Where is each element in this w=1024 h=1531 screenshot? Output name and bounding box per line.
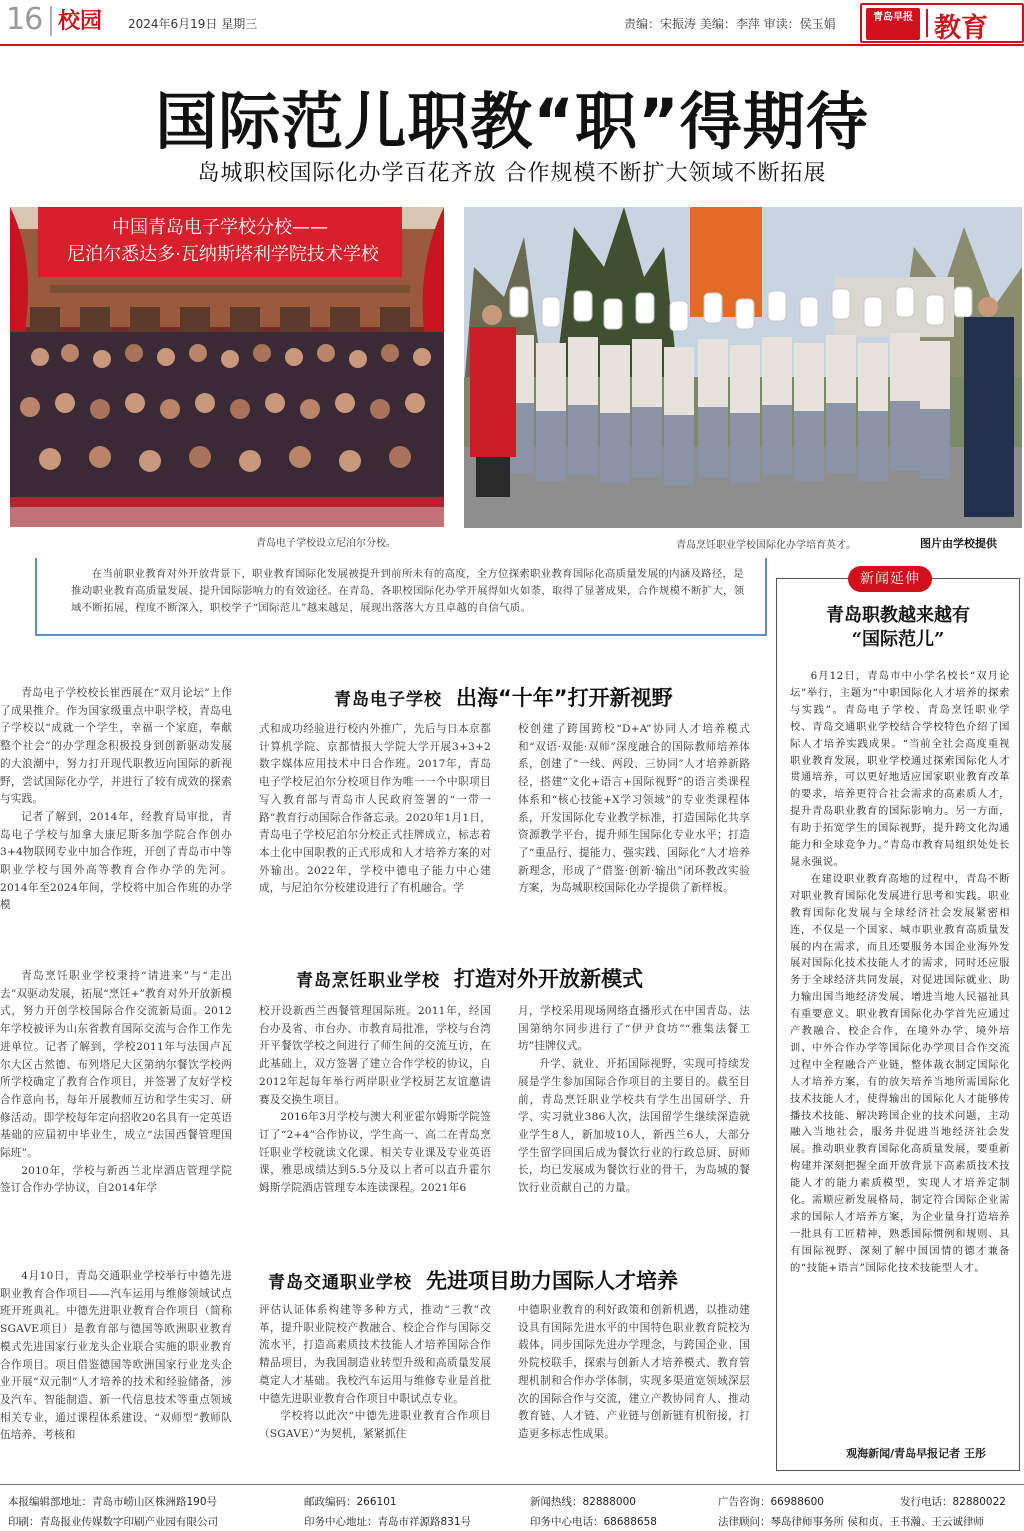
sidebar-title-line2: “国际范儿” <box>851 629 945 650</box>
intro-paragraph: 在当前职业教育对外开放背景下，职业教育国际化发展被提升到前所未有的高度，全方位探索职业教育国际化高质量发展的内涵及路径，是推动职业教育高质量发展、提升国际影响力的有效途径。在青岛，各职校国际化办学开展得如火如荼，取得了显著成果，合作规模不断扩大，领域不断拓展，程度不断深入，职校学子“国际范儿”越来越足，展现出落落大方且卓越的自信气质。 <box>35 558 767 636</box>
footer-news-hotline: 新闻热线：82888000 <box>530 1496 636 1508</box>
newspaper-logo-box <box>860 3 1024 43</box>
article-paragraph: 记者了解到，2014年，经教育局审批，青岛电子学校与加拿大康尼斯多加学院合作创办3+4物联网专业中加合作班，开创了青岛市中等职业学校与国外高等教育合作办学的先河。2014年至2024年间，学校将中加合作班的办学模 <box>0 810 232 912</box>
article-column <box>518 721 750 935</box>
article-paragraph: 学校将以此次“中德先进职业教育合作项目（SGAVE）”为契机，紧紧抓住 <box>259 1410 491 1440</box>
page-number-divider <box>50 6 52 36</box>
nepal-branch-group-photo <box>10 207 444 527</box>
footer-ad-contact: 广告咨询：66988600 <box>718 1496 824 1508</box>
banner-text-line2: 尼泊尔悉达多·瓦纳斯塔利学院技术学校 <box>67 244 379 265</box>
article-school-name: 青岛烹饪职业学校 <box>296 971 440 991</box>
article-paragraph: 青岛烹饪职业学校秉持“请进来”与“走出去”双驱动发展，拓展“烹饪+”教育对外开放新模式，努力开创学校国际合作交流新局面。2012年学校被评为山东省教育国际交流与合作工作先进单位。记者了解到，学校2011年与法国卢瓦尔大区古然德、布列塔尼大区第纳尔餐饮学校两所学校确定了教育合作项目，并签署了友好学校合作意向书，每年开展教师互访和学生实习、研修活动。即学校每年定向招收20名具有一定英语基础的应届初中毕业生，成立“法国西餐管理国际班”。 <box>0 970 232 1160</box>
article-headline <box>334 682 673 712</box>
logo-separator <box>926 9 928 37</box>
sidebar-paragraph: 6月12日，青岛市中小学名校长“双月论坛”举行，主题为“中职国际化人才培养的探索与实践”。青岛电子学校、青岛烹饪职业学校、青岛交通职业学校结合学校特色介绍了国际人才培养实践成果。“当前全社会高度重视职业教育发展，职业学校通过探索国际化人才贯通培养，可以更好地适应国家职业教育改革的要求，培养更符合社会需求的高素质人才，提升青岛职业教育的国际影响力。另一方面，有助于拓宽学生的国际视野，提升跨文化沟通能力和全球竞争力。”青岛市教育局组织处处长晁永强说。 <box>790 670 1010 868</box>
article-column <box>0 1268 232 1466</box>
article-headline-text: 打造对外开放新模式 <box>454 967 643 991</box>
article-paragraph: 校创建了跨国跨校“D+A”协同人才培养模式和“双语·双能·双师”深度融合的国际教师培养体系，创建了“一线、两段、三协同”人才培养新路径，搭建“文化+语言+国际视野”的语言类课程体系和“核心技能+X学习领域”的专业类课程体系，开发国际化专业教学标准，打造国际化共享资源教学平台，提升师生国际化专业水平；打造了“重品行、提能力、强实践、国际化”人才培养新理念，形成了“借鉴·创新·输出”闭环教改实验方案，为岛城职校国际化办学提供了新样板。 <box>518 723 750 895</box>
footer-printer: 印刷：青岛报业传媒数字印刷产业园有限公司 <box>8 1516 218 1528</box>
article-paragraph: 月，学校采用现场网络直播形式在中国青岛、法国第纳尔同步进行了“伊尹食坊”“雅集法餐工坊”挂牌仪式。 <box>518 1005 750 1053</box>
article-headline <box>268 1265 678 1295</box>
article-paragraph: 校开设新西兰西餐管理国际班。2011年，经国台办及省、市台办、市教育局批准，学校与台湾开平餐饮学校之间进行了师生间的交流互访，在此基础上，双方签署了建立合作学校的协议，自2012年起每年举行两岸职业学校厨艺友谊邀请赛及交换生项目。 <box>259 1005 491 1106</box>
article-headline <box>296 963 643 993</box>
issue-date: 2024年6月19日 星期三 <box>128 17 258 31</box>
page-title: 国际范儿职教“职”得期待 <box>155 85 869 158</box>
footer-print-center-address: 印务中心地址：青岛市祥源路831号 <box>304 1516 472 1528</box>
article-headline-text: 先进项目助力国际人才培养 <box>426 1269 678 1293</box>
sidebar-byline: 观海新闻/青岛早报记者 王彤 <box>846 1447 986 1460</box>
article-headline-text: 出海“十年”打开新视野 <box>456 686 673 710</box>
footer-postal-code: 邮政编码：266101 <box>304 1496 397 1508</box>
footer-distribution-phone: 发行电话：82880022 <box>900 1496 1006 1508</box>
sidebar-paragraph: 在建设职业教育高地的过程中，青岛不断对职业教育国际化发展进行思考和实践。职业教育国际化发展与全球经济社会发展紧密相连，不仅是一个国家、城市职业教育高质量发展的内在需求，而且还要服务本国企业海外发展对国际化技术技能人才的需求，同时还应服务于全球经济共同发展，对促进国际就业、助力输出国当地经济发展、增进当地人民福祉具有重要意义。职业教育国际化办学首先应通过产教融合、校企合作，在境外办学、境外培训、中外合作办学等国际化办学项目合作交流过程中全程融合产业链，整体裁衣制定国际化人才培养方案，有的放矢培养当地所需国际化技术技能人才，使得输出的国际化人才能够传播技术技能、解决跨国企业的技术问题，主动融入当地社会，服务并促进当地经济社会发展。推动职业教育国际化高质量发展，要重新构建并深刻把握全面开放背景下高素质技术技能人才的能力素质模型，实现人才培养定制化。需顺应新发展格局，制定符合国际企业需求的国际人才培养方案，为企业量身打造培养一批具有工匠精神，熟悉国际惯例和规则、具有国际视野、深刻了解中国国情的德才兼备的“技能+语言”国际化技术技能型人才。 <box>790 872 1010 1274</box>
article-paragraph: 2016年3月学校与澳大利亚霍尔姆斯学院签订了“2+4”合作协议，学生高一、高二在青岛烹饪职业学校就读文化课、相关专业课及专业英语课，雅思成绩达到5.5分及以上者可以直升霍尔姆斯学院酒店管理专本连读课程。2021年6 <box>259 1111 491 1195</box>
article-column <box>259 1003 491 1232</box>
article-paragraph: 评估认证体系构建等多种方式，推动“三教”改革，提升职业院校产教融合、校企合作与国际交流水平，打造高素质技术技能人才培养国际合作精品项目，为我国制造业转型升级和高质量发展奠定人才基础。我校汽车运用与维修专业是首批中德先进职业教育合作项目中职试点专业。 <box>259 1304 491 1405</box>
article-column <box>518 1302 750 1466</box>
sidebar-tag: 新闻延伸 <box>848 566 932 592</box>
header-rule <box>0 44 1024 46</box>
article-paragraph: 青岛电子学校校长崔西展在“双月论坛”上作了成果推介。作为国家级重点中职学校，青岛电子学校以“成就一个学生，幸福一个家庭，奉献整个社会”的办学理念积极投身到创新驱动发展的大浪潮中，努力打开现代职教迈向国际的新视野，尝试国际化办学，并进行了较有成效的探索与实践。 <box>0 687 232 806</box>
article-paragraph: 式和成功经验进行校内外推广，先后与日本京都计算机学院、京都情报大学院大学开展3+3+2数字媒体应用技术中日合作班。2017年，青岛电子学校尼泊尔分校项目作为唯一一个中职项目写入教育部与青岛市人民政府签署的“一带一路”教育行动国际合作备忘录。2020年1月1日，青岛电子学校尼泊尔分校正式挂牌成立，标志着本土化中国职教的正式形成和人才培养方案的对外输出。2022年，学校中德电子能力中心建成，与尼泊尔分校建设进行了有机融合。学 <box>259 723 491 895</box>
article-column <box>0 968 232 1232</box>
photo-credit: 图片由学校提供 <box>920 537 997 550</box>
chef-photo-art <box>464 207 1022 528</box>
article-column <box>0 685 232 935</box>
sidebar-title-line1: 青岛职教越来越有 <box>826 605 970 626</box>
sidebar-body <box>790 668 1010 1277</box>
page-subtitle: 岛城职校国际化办学百花齐放 合作规模不断扩大领域不断拓展 <box>197 161 827 186</box>
article-paragraph: 中德职业教育的利好政策和创新机遇，以推动建设具有国际先进水平的中国特色职业教育院校为载体，同步国际先进办学理念，与跨国企业、国外院校联手，探索与创新人才培养模式、教育管理机制和合作办学体制，实现多渠道宽领域深层次的国际合作与交流，建立产教协同育人、推动教育链、人才链、产业链与创新链有机衔接，打造更多标志性成果。 <box>518 1304 750 1440</box>
article-column <box>518 1003 750 1232</box>
article-column <box>259 1302 491 1466</box>
newspaper-logo: 青岛早报 <box>866 8 920 40</box>
footer-print-center-phone: 印务中心电话：68688658 <box>530 1516 657 1528</box>
editors-credit: 责编：宋振涛 美编：李萍 审读：侯玉娟 <box>624 17 836 31</box>
cooking-school-chef-photo <box>464 207 1022 528</box>
article-school-name: 青岛电子学校 <box>334 690 442 710</box>
footer-legal-counsel: 法律顾问：琴岛律师事务所 侯和贞、王书瀚、王云诚律师 <box>718 1516 984 1528</box>
sidebar-title <box>776 604 1020 652</box>
column-name: 教育 <box>934 13 988 44</box>
article-school-name: 青岛交通职业学校 <box>268 1273 412 1293</box>
left-photo-caption: 青岛电子学校设立尼泊尔分校。 <box>256 538 396 549</box>
article-paragraph: 4月10日，青岛交通职业学校举行中德先进职业教育合作项目——汽车运用与维修领域试点班开班典礼。中德先进职业教育合作项目（简称SGAVE项目）是教育部与德国等欧洲职业教育模式先进国家行业龙头企业联合实施的职业教育合作项目。项目借鉴德国等欧洲国家行业龙头企业开展“双元制”人才培养的技术和经验储备，涉及汽车、智能制造、新一代信息技术等重点领域相关专业，通过课程体系建设、“双师型”教师队伍培养、考核和 <box>0 1270 232 1442</box>
section-name: 校园 <box>58 9 103 34</box>
article-paragraph: 升学、就业、开拓国际视野，实现可持续发展是学生参加国际合作项目的主要目的。截至目前，青岛烹饪职业学校共有学生出国研学、升学、实习就业386人次，法国留学生继续深造就业学生8人，新加坡10人，新西兰6人，大部分学生留学回国后成为餐饮行业的行政总厨、厨师长，均已发展成为餐饮行业的骨干，为岛城的餐饮行业贡献自己的力量。 <box>518 1058 750 1195</box>
page-number: 16 <box>6 2 43 37</box>
banner-text-line1: 中国青岛电子学校分校—— <box>112 217 328 238</box>
article-paragraph: 2010年，学校与新西兰北岸酒店管理学院签订合作办学协议，自2014年学 <box>0 1164 232 1195</box>
footer-editorial-address: 本报编辑部地址：青岛市崂山区株洲路190号 <box>8 1496 218 1508</box>
footer-rule <box>0 1484 1024 1485</box>
right-photo-caption: 青岛烹饪职业学校国际化办学培育英才。 <box>676 540 856 551</box>
article-column <box>259 721 491 935</box>
